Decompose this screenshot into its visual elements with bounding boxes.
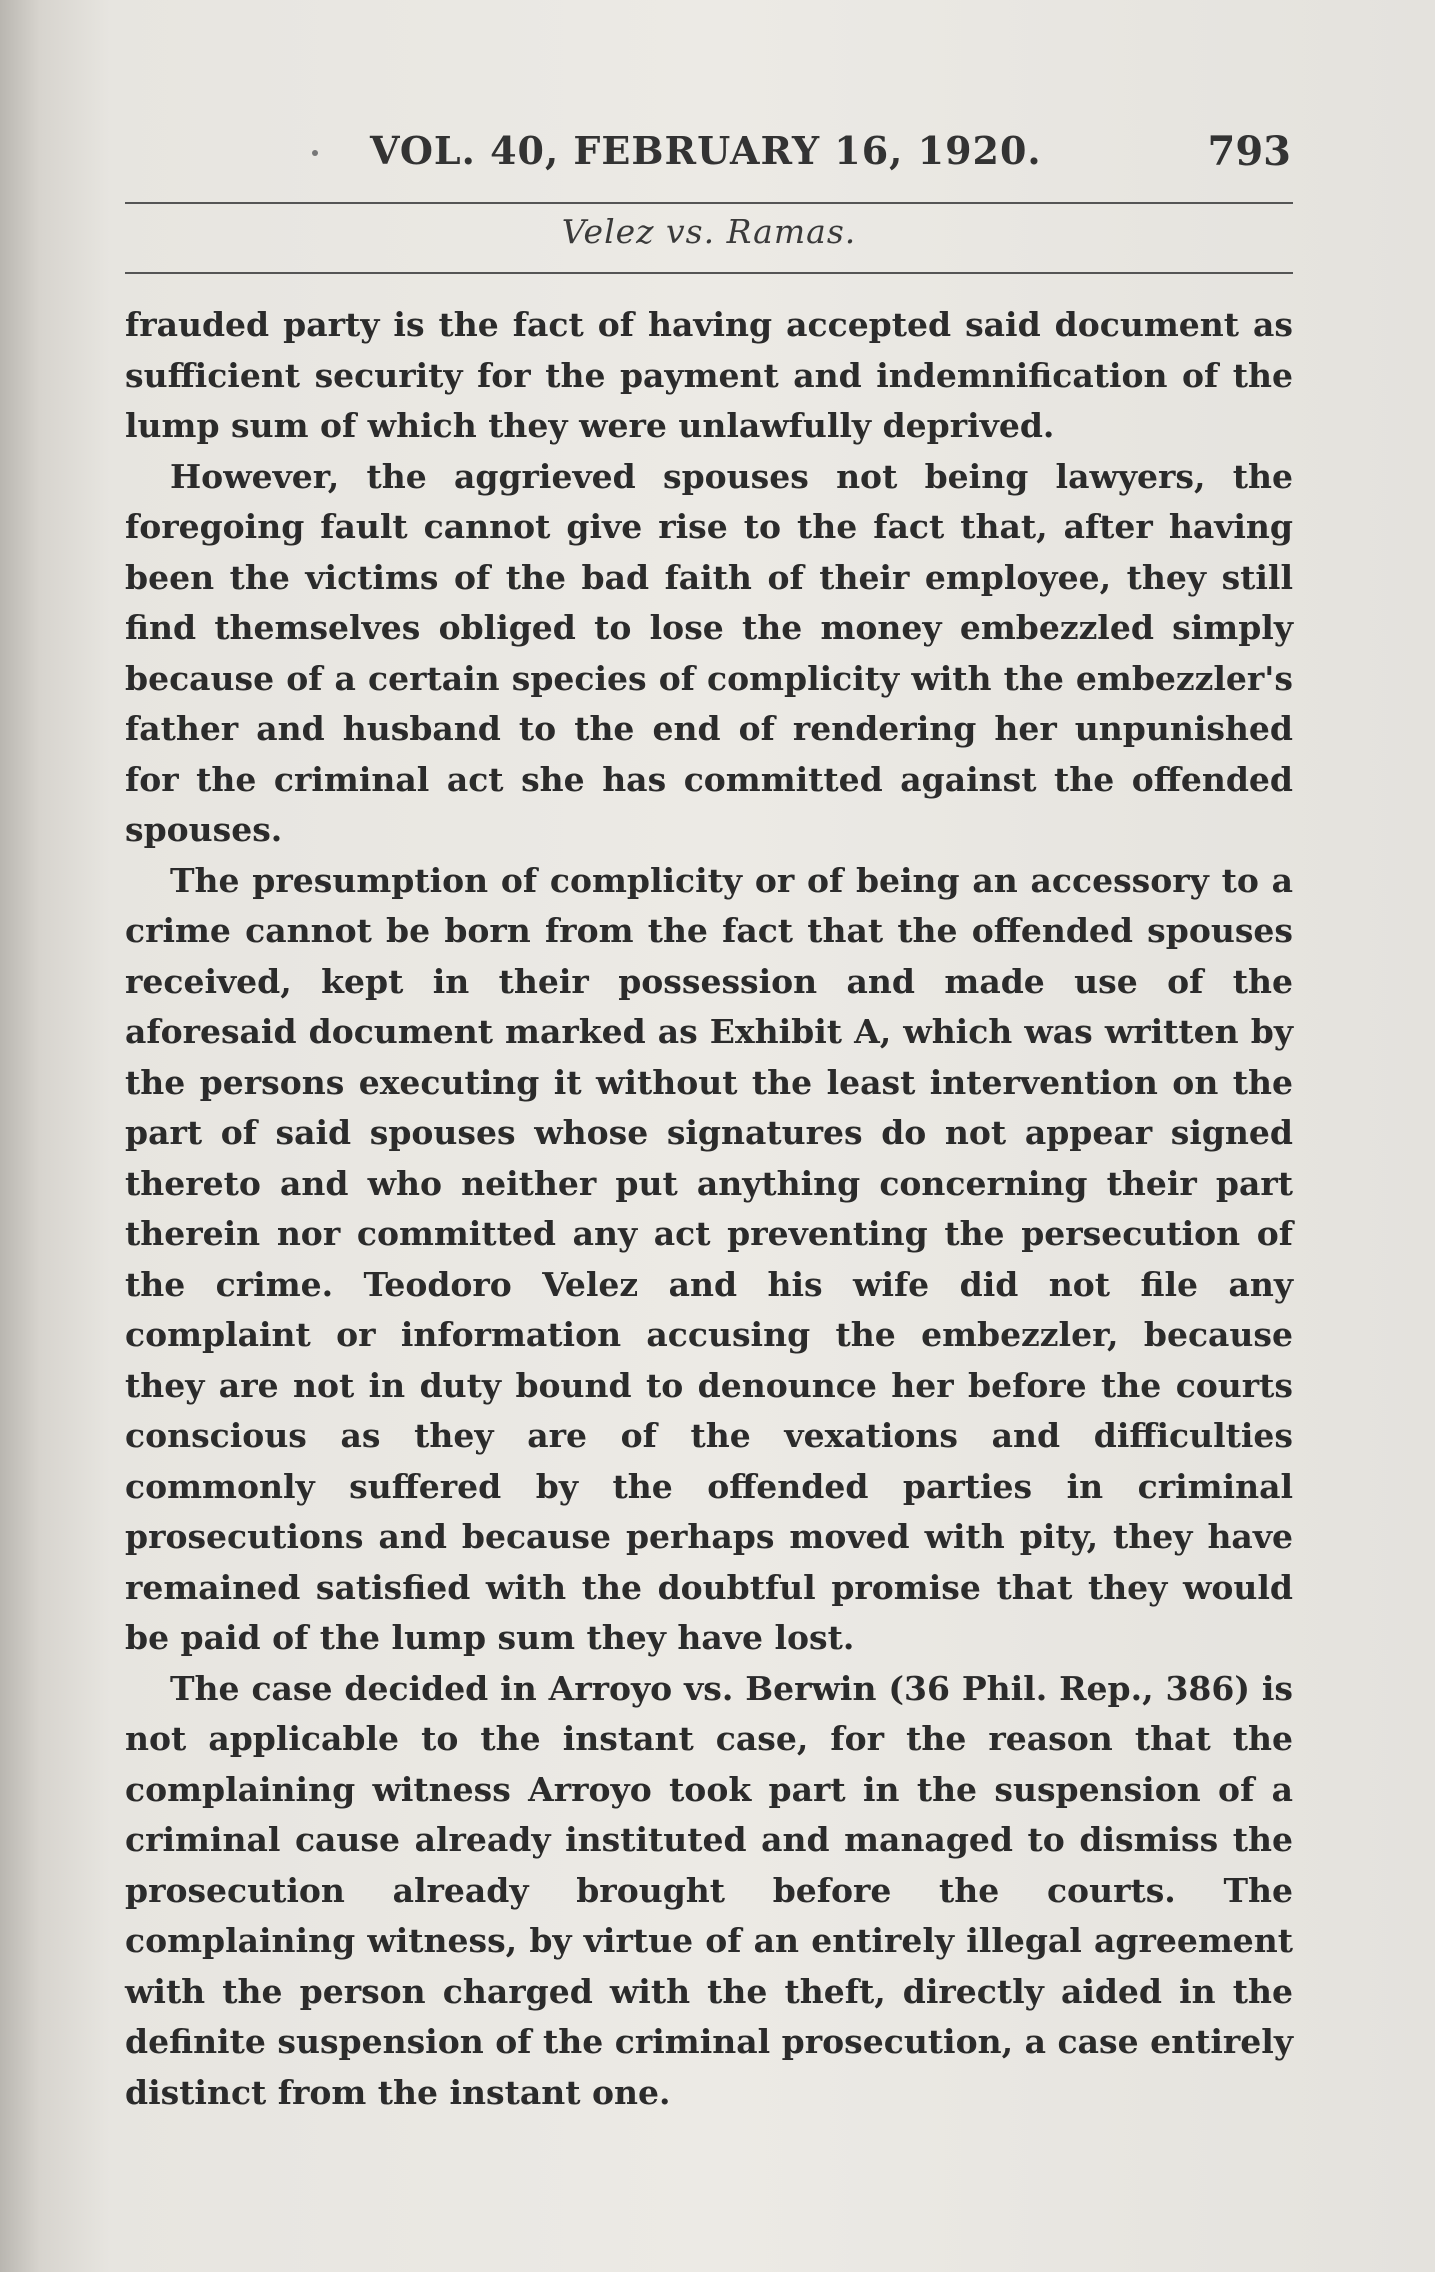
page-header <box>125 128 1293 188</box>
page-number: 793 <box>1207 128 1291 175</box>
paragraph-2: However, the aggrieved spouses not being lawyers, the foregoing fault cannot give rise to the fact that, after having been the victims of the bad faith of their employee, they still find themselves obliged to lose the money embezzled simply because of a certain species of complicity with the embezzler's father and husband to the end of rendering her unpunished for the criminal act she has committed against the offended spouses. <box>125 456 1293 849</box>
body-text <box>125 300 1293 2118</box>
running-title: VOL. 40, FEBRUARY 16, 1920. <box>370 128 1042 173</box>
paragraph-4: The case decided in Arroyo vs. Berwin (36 Phil. Rep., 386) is not applicable to the instant case, for the reason that the complaining witness Arroyo took part in the suspension of a criminal cause already instituted and managed to dismiss the prosecution already brought before the courts. The complaining witness, by virtue of an entirely illegal agreement with the person charged with the theft, directly aided in the definite suspension of the criminal prosecution, a case entirely distinct from the instant one. <box>125 1668 1293 2112</box>
case-title: Velez vs. Ramas. <box>561 212 857 251</box>
header-rule-bottom <box>125 272 1293 274</box>
paragraph-1: frauded party is the fact of having accepted said document as sufficient security for the payment and indemnification of the lump sum of which they were unlawfully deprived. <box>125 305 1293 445</box>
paragraph-3: The presumption of complicity or of being an accessory to a crime cannot be born from the fact that the offended spouses received, kept in their possession and made use of the aforesaid document marked as Exhibit A, which was written by the persons executing it without the least intervention on the part of said spouses whose signatures do not appear signed thereto and who neither put anything concerning their part therein nor committed any act preventing the persecution of the crime. Teodoro Velez and his wife did not file any complaint or information accusing the embezzler, because they are not in duty bound to denounce her before the courts conscious as they are of the vexations and difficulties commonly suffered by the offended parties in criminal prosecutions and because perhaps moved with pity, they have remained satisfied with the doubtful promise that they would be paid of the lump sum they have lost. <box>125 860 1293 1657</box>
header-rule-top <box>125 202 1293 204</box>
